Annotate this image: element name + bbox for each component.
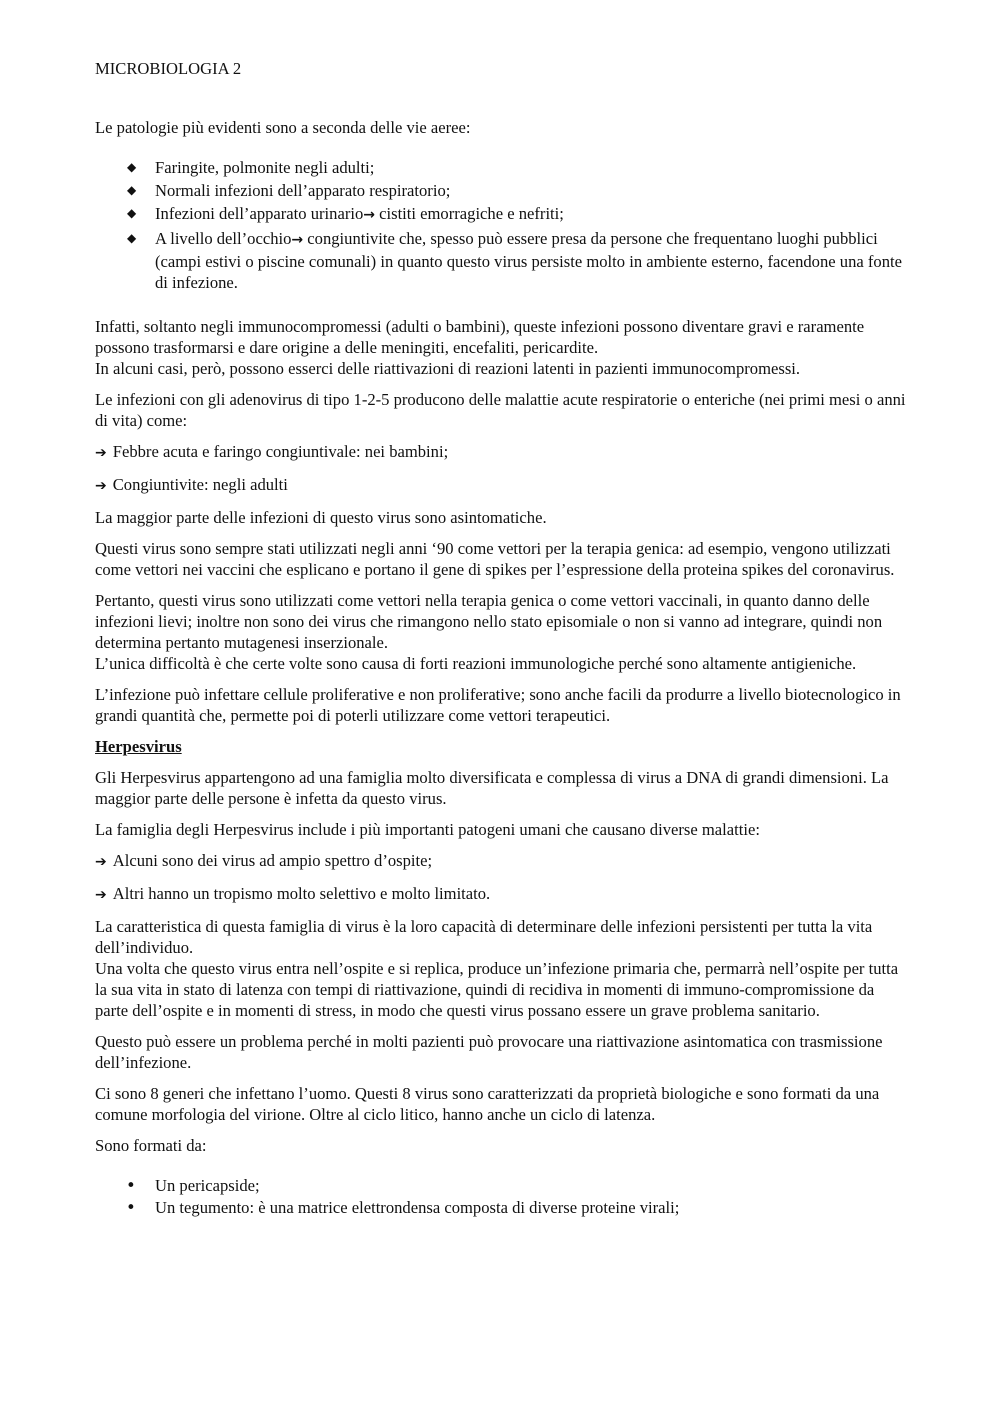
- paragraph: Le infezioni con gli adenovirus di tipo 1-2-5 producono delle malattie acute respiratorie o enteriche (nei primi mesi o anni di vita) come:: [95, 390, 906, 430]
- arrow-item: [95, 850, 910, 873]
- list-item-text: Faringite, polmonite negli adulti;: [155, 158, 375, 177]
- diamond-bullet-icon: ◆: [127, 183, 137, 197]
- paragraph-text: Pertanto, questi virus sono utilizzati come vettori nella terapia genica o come vettori vaccinali, in quanto danno delle infezioni lievi; inoltre non sono dei virus che rimangono nello stato episomiale o non si vanno ad integrare, quindi non determina pertanto mutagenesi inserzionale.: [95, 591, 883, 652]
- diamond-bullet-icon: ◆: [127, 206, 137, 220]
- paragraph: Questi virus sono sempre stati utilizzati negli anni ‘90 come vettori per la terapia genica: ad esempio, vengono utilizzati come vettori nei vaccini che esplicano e portano il gene di spikes per l’espressione della proteina spikes del coronavirus.: [95, 539, 895, 579]
- arrow-item: [95, 441, 910, 464]
- page-header: MICROBIOLOGIA 2: [95, 59, 242, 78]
- symptom-list: [95, 157, 910, 293]
- paragraph-text: Una volta che questo virus entra nell’ospite e si replica, produce un’infezione primaria che, permarrà nell’ospite per tutta la sua vita in stato di latenza con tempi di riattivazione, quindi di recidiva in momenti di immuno-compromissione da parte dell’ospite e in momenti di stress, in modo che questi virus possano essere un grave problema sanitario.: [95, 959, 899, 1020]
- paragraph: [95, 316, 910, 379]
- list-item: [95, 157, 910, 178]
- list-item-text: Normali infezioni dell’apparato respiratorio;: [155, 181, 451, 200]
- arrow-bullet-icon: ➔: [95, 478, 107, 494]
- paragraph: Gli Herpesvirus appartengono ad una famiglia molto diversificata e complessa di virus a DNA di grandi dimensioni. La maggior parte delle persone è infetta da questo virus.: [95, 768, 889, 808]
- paragraph: La famiglia degli Herpesvirus include i più importanti patogeni umani che causano diverse malattie:: [95, 820, 760, 839]
- section-title: Herpesvirus: [95, 737, 182, 756]
- paragraph: La maggior parte delle infezioni di questo virus sono asintomatiche.: [95, 508, 547, 527]
- list-item-text: A livello dell’occhio: [155, 229, 292, 248]
- paragraph: Ci sono 8 generi che infettano l’uomo. Questi 8 virus sono caratterizzati da proprietà biologiche e sono formati da una comune morfologia del virione. Oltre al ciclo litico, hanno anche un ciclo di latenza.: [95, 1084, 880, 1124]
- list-item: [95, 180, 910, 201]
- arrow-bullet-icon: ➔: [95, 854, 107, 870]
- list-item: [95, 203, 910, 226]
- paragraph-text: In alcuni casi, però, possono esserci delle riattivazioni di reazioni latenti in pazienti immunocompromessi.: [95, 359, 801, 378]
- arrow-item: [95, 883, 910, 906]
- list-item: [95, 228, 910, 293]
- dot-bullet-icon: •: [126, 1176, 136, 1195]
- paragraph: [95, 590, 910, 674]
- list-item-text: Un pericapside;: [155, 1176, 260, 1195]
- paragraph: L’infezione può infettare cellule proliferative e non proliferative; sono anche facili da produrre a livello biotecnologico in grandi quantità che, permette poi di poterli utilizzare come vettori terapeutici.: [95, 685, 901, 725]
- diamond-bullet-icon: ◆: [127, 231, 137, 245]
- dot-bullet-icon: •: [126, 1198, 136, 1217]
- list-item-text: Un tegumento: è una matrice elettrondensa composta di diverse proteine virali;: [155, 1198, 680, 1217]
- right-arrow-icon: →: [291, 232, 304, 248]
- diamond-bullet-icon: ◆: [127, 160, 137, 174]
- right-arrow-icon: →: [363, 207, 375, 223]
- arrow-item-text: Altri hanno un tropismo molto selettivo e molto limitato.: [112, 884, 491, 903]
- arrow-bullet-icon: ➔: [95, 445, 107, 461]
- arrow-bullet-icon: ➔: [95, 887, 107, 903]
- arrow-item-text: Congiuntivite: negli adulti: [112, 475, 288, 494]
- arrow-item-text: Febbre acuta e faringo congiuntivale: nei bambini;: [112, 442, 449, 461]
- paragraph-text: Infatti, soltanto negli immunocompromessi (adulti o bambini), queste infezioni possono diventare gravi e raramente possono trasformarsi e dare origine a delle meningiti, encefaliti, pericardite.: [95, 317, 865, 357]
- paragraph-text: La caratteristica di questa famiglia di virus è la loro capacità di determinare delle infezioni persistenti per tutta la vita dell’individuo.: [95, 917, 873, 957]
- list-item-text: cistiti emorragiche e nefriti;: [374, 204, 564, 223]
- paragraph-text: L’unica difficoltà è che certe volte sono causa di forti reazioni immunologiche perché sono altamente antigieniche.: [95, 654, 857, 673]
- paragraph: [95, 916, 910, 1021]
- structure-list: [95, 1175, 910, 1218]
- document-page: [95, 58, 910, 1219]
- list-item: [95, 1175, 910, 1196]
- paragraph: Sono formati da:: [95, 1136, 207, 1155]
- list-item: [95, 1197, 910, 1218]
- list-item-text: Infezioni dell’apparato urinario: [155, 204, 364, 223]
- paragraph: Questo può essere un problema perché in molti pazienti può provocare una riattivazione asintomatica con trasmissione dell’infezione.: [95, 1032, 883, 1072]
- list-item-text: congiuntivite che, spesso può essere presa da persone che frequentano luoghi pubblici (campi estivi o piscine comunali) in quanto questo virus persiste molto in ambiente esterno, facendone una fonte di infezione.: [155, 229, 902, 292]
- arrow-item-text: Alcuni sono dei virus ad ampio spettro d’ospite;: [112, 851, 433, 870]
- intro-paragraph: Le patologie più evidenti sono a seconda delle vie aeree:: [95, 118, 471, 137]
- arrow-item: [95, 474, 910, 497]
